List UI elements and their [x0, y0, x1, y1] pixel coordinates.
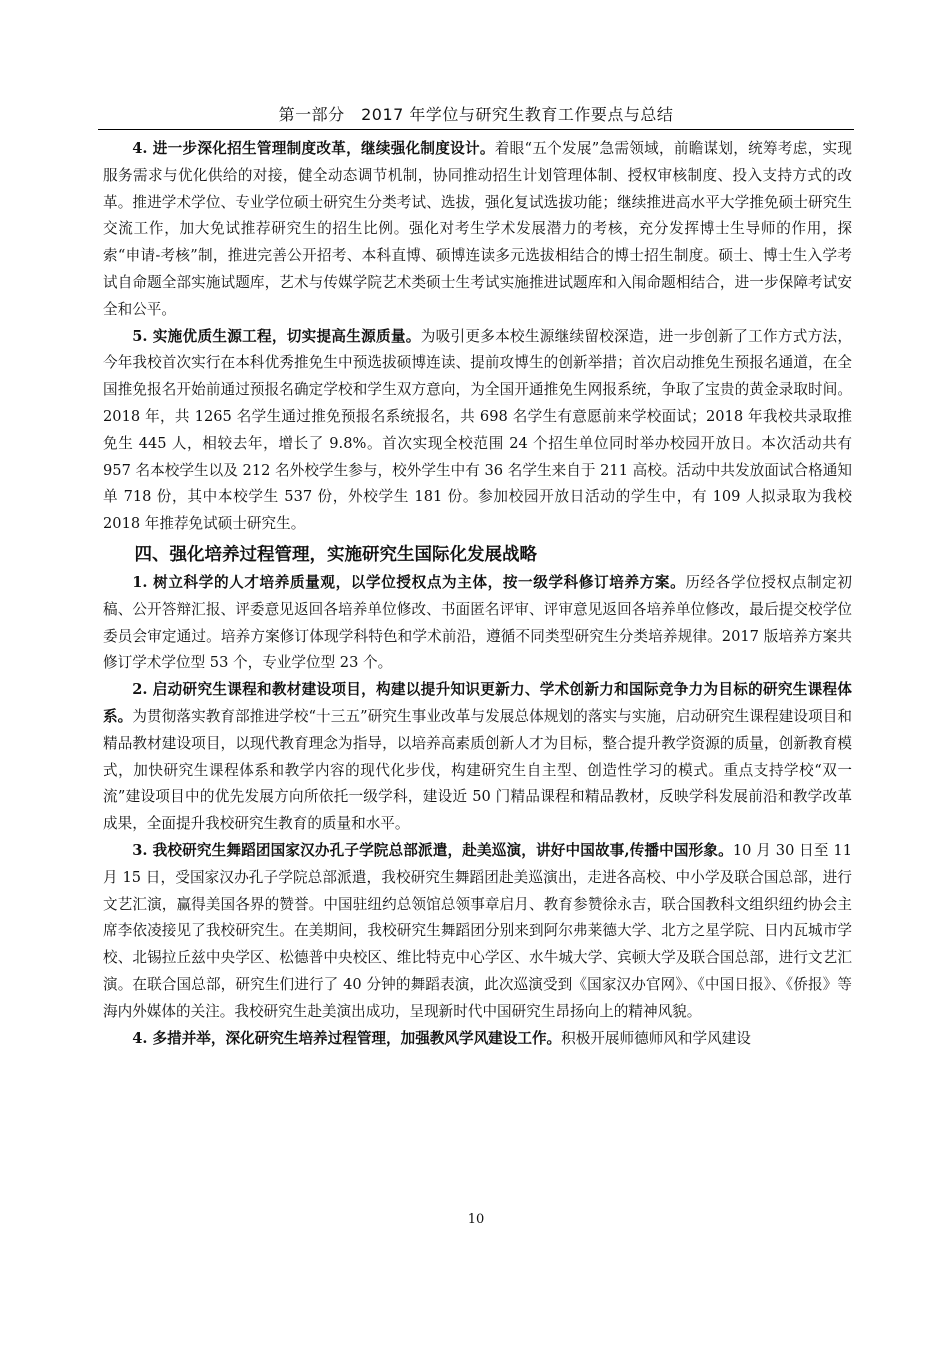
section-heading: 四、强化培养过程管理，实施研究生国际化发展战略 — [134, 544, 537, 565]
header-rule — [98, 129, 854, 130]
paragraph-5-source-quality — [103, 324, 852, 538]
paragraph-text: 10 月 30 日至 11 月 15 日，受国家汉办孔子学院总部派遣，我校研究生舞蹈团赴美巡演出，走进各高校、中小学及联合国总部，进行文艺汇演，赢得美国各界的赞誉。中国驻纽约总领馆总领事章启月、教育参赞徐永吉，联合国教科文组织纽约协会主席李依凌接见了我校研究生。在美期间，我校研究生舞蹈团分别来到阿尔弗莱德大学、北方之星学院、日内瓦城市学校、北锡拉丘兹中央学区、松德普中央校区、维比特克中心学区、水牛城大学、宾顿大学及联合国总部，进行文艺汇演。在联合国总部，研究生们进行了 40 分钟的舞蹈表演，此次巡演受到《国家汉办官网》、《中国日报》、《侨报》等海内外媒体的关注。我校研究生赴美演出成功，呈现新时代中国研究生昂扬向上的精神风貌。 — [103, 841, 852, 1020]
paragraph-lead: 3. 我校研究生舞蹈团国家汉办孔子学院总部派遣，赴美巡演，讲好中国故事,传播中国形象。 — [132, 841, 733, 859]
paragraph-text: 历经各学位授权点制定初稿、公开答辩汇报、评委意见返回各培养单位修改、书面匿名评审、评审意见返回各培养单位修改，最后提交校学位委员会审定通过。培养方案修订体现学科特色和学术前沿，遵循不同类型研究生分类培养规律。2017 版培养方案共修订学术学位型 53 个，专业学位型 23 个。 — [103, 573, 852, 672]
page-number: 10 — [467, 1212, 485, 1227]
paragraph-lead: 2. 启动研究生课程和教材建设项目，构建以提升知识更新力、学术创新力和国际竞争力为目标的研究生课程体系。 — [103, 681, 852, 725]
paragraph-1-training-plan — [103, 570, 852, 677]
paragraph-lead: 1. 树立科学的人才培养质量观，以学位授权点为主体，按一级学科修订培养方案。 — [132, 573, 686, 591]
paragraph-lead: 4. 多措并举，深化研究生培养过程管理，加强教风学风建设工作。 — [132, 1029, 562, 1047]
paragraph-text: 为贯彻落实教育部推进学校“十三五”研究生事业改革与发展总体规划的落实与实施，启动研究生课程建设项目和精品教材建设项目，以现代教育理念为指导，以培养高素质创新人才为目标，整合提升教学资源的质量，创新教育模式，加快研究生课程体系和教学内容的现代化步伐，构建研究生自主型、创造性学习的模式。重点支持学校“双一流”建设项目中的优先发展方向所依托一级学科，建设近 50 门精品课程和精品教材，反映学科发展前沿和教学改革成果，全面提升我校研究生教育的质量和水平。 — [103, 707, 852, 833]
paragraph-lead: 5. 实施优质生源工程，切实提高生源质量。 — [132, 327, 421, 345]
paragraph-text: 积极开展师德师风和学风建设 — [561, 1029, 751, 1047]
paragraph-3-dance-troupe — [103, 838, 852, 1026]
paragraph-2-course-construction — [103, 677, 852, 838]
running-header: 第一部分 2017 年学位与研究生教育工作要点与总结 — [278, 105, 674, 124]
page-body — [103, 136, 852, 1052]
paragraph-lead: 4. 进一步深化招生管理制度改革，继续强化制度设计。 — [132, 140, 495, 157]
paragraph-4-enrollment-reform — [103, 136, 852, 324]
paragraph-4-training-management — [103, 1026, 852, 1053]
paragraph-text: 着眼“五个发展”急需领域，前瞻谋划，统筹考虑，实现服务需求与优化供给的对接，健全动态调节机制，协同推动招生计划管理体制、授权审核制度、投入支持方式的改革。推进学术学位、专业学位硕士研究生分类考试、选拔，强化复试选拔功能；继续推进高水平大学推免硕士研究生交流工作，加大免试推荐研究生的招生比例。强化对考生学术发展潜力的考核，充分发挥博士生导师的作用，探索“申请-考核”制，推进完善公开招考、本科直博、硕博连读多元选拔相结合的博士招生制度。硕士、博士生入学考试自命题全部实施试题库，艺术与传媒学院艺术类硕士生考试实施推进试题库和入闱命题相结合，进一步保障考试安全和公平。 — [103, 140, 852, 318]
paragraph-text: 为吸引更多本校生源继续留校深造，进一步创新了工作方式方法，今年我校首次实行在本科优秀推免生中预选拔硕博连读、提前攻博生的创新举措；首次启动推免生预报名通道，在全国推免报名开始前通过预报名确定学校和学生双方意向，为全国开通推免生网报系统，争取了宝贵的黄金录取时间。2018 年，共 1265 名学生通过推免预报名系统报名，共 698 名学生有意愿前来学校面试；2018 年我校共录取推免生 445 人，相较去年，增长了 9.8%。首次实现全校范围 24 个招生单位同时举办校园开放日。本次活动共有 957 名本校学生以及 212 名外校学生参与，校外学生中有 36 名学生来自于 211 高校。活动中共发放面试合格通知单 718 份，其中本校学生 537 份，外校学生 181 份。参加校园开放日活动的学生中，有 109 人拟录取为我校 2018 年推荐免试硕士研究生。 — [103, 327, 852, 533]
